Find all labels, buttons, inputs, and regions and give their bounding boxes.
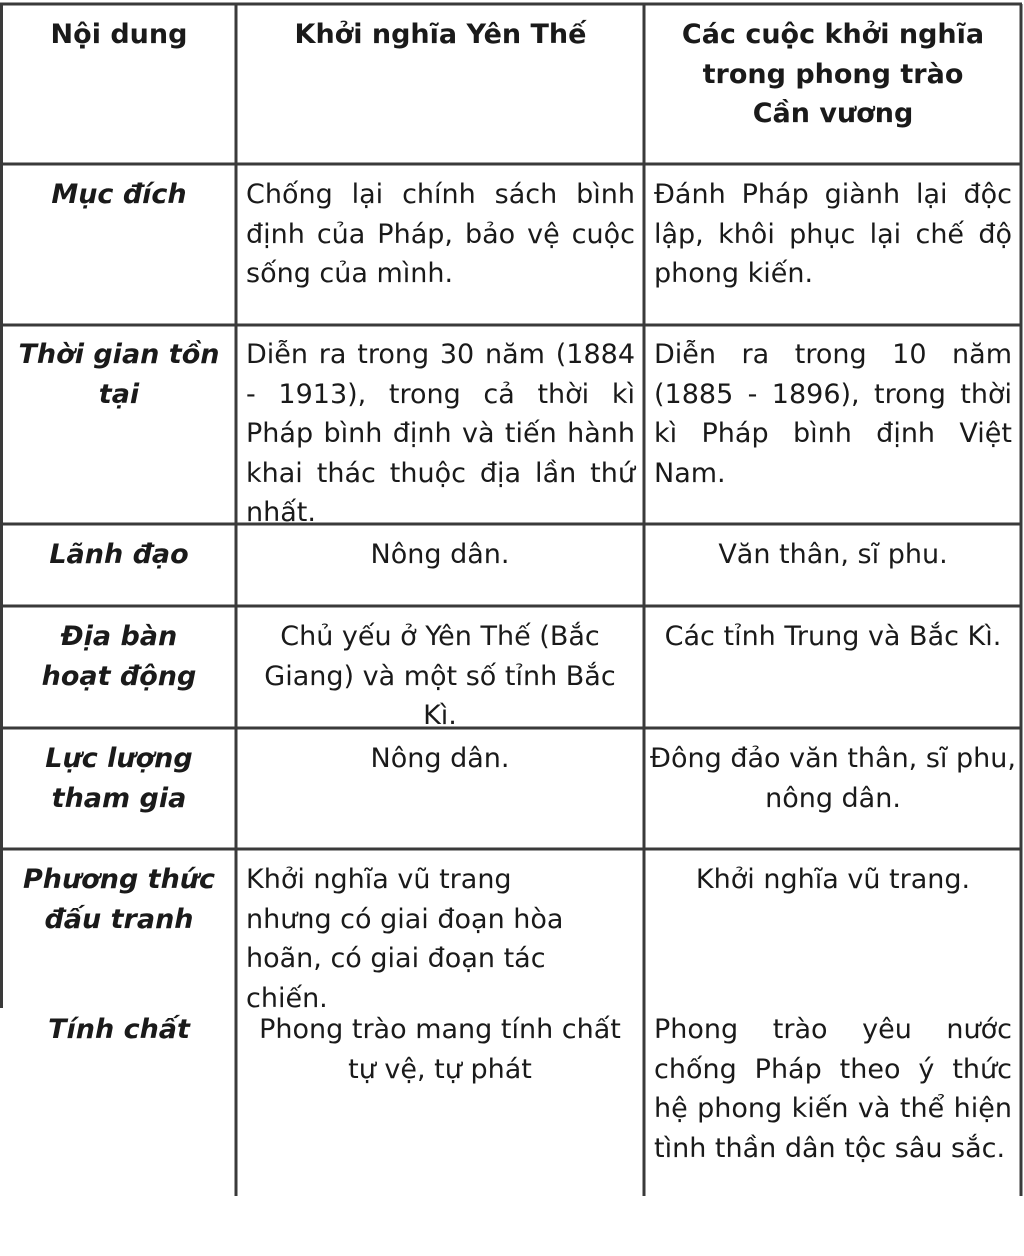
cell-yen-the-lanh-dao: Nông dân. (370, 539, 510, 570)
header-yen-the: Khởi nghĩa Yên Thế (294, 19, 587, 50)
cell-can-vuong-dia-ban: Các tỉnh Trung và Bắc Kì. (664, 621, 1002, 652)
row-label-tinh-chat: Tính chất (48, 1014, 190, 1045)
cell-can-vuong-lanh-dao: Văn thân, sĩ phu. (718, 539, 948, 570)
cell-can-vuong-tinh-chat: Phong trào yêu nước chống Pháp theo ý thức hệ phong kiến và thể hiện tình thần dân tộc sâu sắc. (654, 1014, 1012, 1164)
cell-yen-the-thoi-gian: Diễn ra trong 30 năm (1884 - 1913), trong cả thời kì Pháp bình định và tiến hành khai thác thuộc địa lần thứ nhất. (246, 339, 635, 528)
cell-yen-the-muc-dich: Chống lại chính sách bình định của Pháp, bảo vệ cuộc sống của mình. (246, 179, 635, 289)
row-label-lanh-dao: Lãnh đạo (49, 539, 189, 570)
row-label-thoi-gian: Thời gian tồn tại (18, 339, 220, 410)
cell-yen-the-tinh-chat: Phong trào mang tính chất tự vệ, tự phát (259, 1014, 621, 1085)
cell-can-vuong-phuong-thuc: Khởi nghĩa vũ trang. (695, 864, 971, 895)
cell-yen-the-luc-luong: Nông dân. (370, 743, 510, 774)
row-label-luc-luong: Lực lượng tham gia (45, 743, 193, 814)
header-can-vuong: Các cuộc khởi nghĩa trong phong trào Cần vương (681, 19, 985, 129)
row-label-muc-dich: Mục đích (51, 179, 187, 210)
cell-can-vuong-luc-luong: Đông đảo văn thân, sĩ phu, nông dân. (650, 743, 1016, 814)
row-label-dia-ban: Địa bàn hoạt động (41, 621, 197, 692)
cell-can-vuong-thoi-gian: Diễn ra trong 10 năm (1885 - 1896), trong thời kì Pháp bình định Việt Nam. (654, 339, 1012, 489)
row-label-phuong-thuc: Phương thức đấu tranh (22, 864, 216, 935)
cell-yen-the-phuong-thuc: Khởi nghĩa vũ trang nhưng có giai đoạn hòa hoãn, có giai đoạn tác chiến. (246, 864, 564, 1014)
cell-can-vuong-muc-dich: Đánh Pháp giành lại độc lập, khôi phục lại chế độ phong kiến. (654, 179, 1012, 289)
header-noi-dung: Nội dung (50, 19, 188, 50)
cell-yen-the-dia-ban: Chủ yếu ở Yên Thế (Bắc Giang) và một số tỉnh Bắc Kì. (264, 621, 616, 731)
